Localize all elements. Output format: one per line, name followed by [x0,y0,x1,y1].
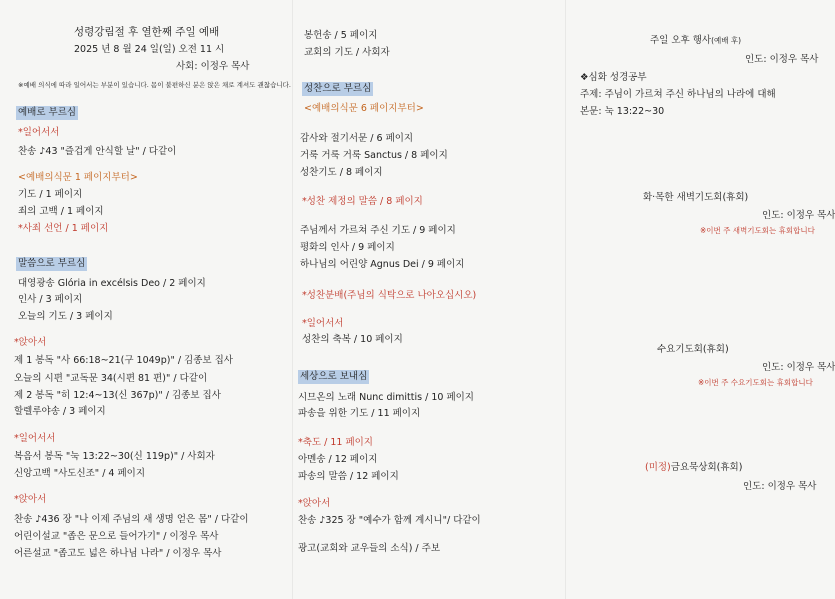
event-title-friday [645,462,742,474]
order-item: 죄의 고백 / 1 페이지 [18,206,104,217]
order-item: 파송의 말씀 / 12 페이지 [298,471,399,482]
order-item: 평화의 인사 / 9 페이지 [300,242,395,253]
order-item: 감사와 절기서문 / 6 페이지 [300,133,414,144]
rubric-stand: *일어서서 [18,127,60,138]
event-title-text: 금요묵상회(휴회) [670,462,743,473]
order-item: 할렐루야송 / 3 페이지 [14,406,106,417]
event-leader: 인도: 이정우 목사 [745,54,819,65]
note: ※예배 의식에 따라 일어서는 부분이 있습니다. 몸이 불편하신 분은 앉은 채로 계셔도 괜찮습니다. [18,81,291,89]
order-item: 어른설교 "좁고도 넓은 하나님 나라" / 이정우 목사 [14,548,222,559]
order-item: 제 1 봉독 "사 66:18~21(구 1049p)" / 김종보 집사 [14,355,233,366]
section-header-sending: 세상으로 보내심 [300,371,368,382]
event-status-prefix: (미정) [645,462,671,473]
event-leader: 인도: 이정우 목사 [762,362,835,373]
order-item: 광고(교회와 교우들의 소식) / 주보 [298,543,440,554]
bible-study-label: ❖심화 성경공부 [580,72,647,83]
order-item: 어린이설교 "좁은 문으로 들어가기" / 이정우 목사 [14,531,219,542]
order-item: 제 2 봉독 "히 12:4~13(신 367p)" / 김종보 집사 [14,390,221,401]
presider: 사회: 이정우 목사 [176,61,250,72]
event-title-dawn-prayer: 화·목한 새벽기도회(휴회) [643,192,749,203]
order-item: 주님께서 가르쳐 주신 기도 / 9 페이지 [300,225,456,236]
hymn-entry: 찬송 ♪436 장 "나 이제 주님의 새 생명 얻은 몸" / 다같이 [14,514,249,525]
event-leader: 인도: 이정우 목사 [743,481,817,492]
order-item: 오늘의 기도 / 3 페이지 [18,311,113,322]
rubric-stand: *일어서서 [14,433,56,444]
order-item: 신앙고백 "사도신조" / 4 페이지 [14,468,146,479]
section-header-call-to-worship: 예배로 부르심 [18,107,77,118]
order-item: 성찬기도 / 8 페이지 [300,167,383,178]
order-item: *성찬분배(주님의 식탁으로 나아오십시오) [302,290,477,301]
liturgy-page-note: <예배의식문 6 페이지부터> [304,103,424,114]
order-item: 파송을 위한 기도 / 11 페이지 [298,408,421,419]
fold-line-1 [292,0,293,599]
service-title: 성령강림절 후 열한째 주일 예배 [74,26,220,38]
order-item: 시므온의 노래 Nunc dimittis / 10 페이지 [298,392,474,403]
order-item: 기도 / 1 페이지 [18,189,83,200]
order-item: 복음서 봉독 "눅 13:22~30(신 119p)" / 사회자 [14,451,215,462]
order-item: 오늘의 시편 "교독문 34(시편 81 편)" / 다같이 [14,373,208,384]
rubric-sit: *앉아서 [298,498,331,509]
order-item: *성찬 제정의 말씀 / 8 페이지 [302,196,423,207]
event-title-wednesday: 수요기도회(휴회) [657,344,729,355]
section-header-eucharist: 성찬으로 부르심 [304,83,372,94]
event-note: ※이번 주 수요기도회는 휴회합니다 [698,378,813,387]
order-item: 거룩 거룩 거룩 Sanctus / 8 페이지 [300,150,448,161]
event-title-text: 주일 오후 행사 [650,35,712,46]
liturgy-page-note: <예배의식문 1 페이지부터> [18,172,138,183]
event-leader: 인도: 이정우 목사 [762,210,835,221]
order-item: 교회의 기도 / 사회자 [304,47,390,58]
order-item: 하나님의 어린양 Agnus Dei / 9 페이지 [300,259,465,270]
bible-study-topic: 주제: 주님이 가르쳐 주신 하나님의 나라에 대해 [580,89,776,100]
hymn-entry: 찬송 ♪325 장 "예수가 함께 계시니"/ 다같이 [298,515,481,526]
service-date: 2025 년 8 월 24 일(일) 오전 11 시 [74,44,225,55]
order-item: 성찬의 축복 / 10 페이지 [302,334,403,345]
section-header-word: 말씀으로 부르심 [18,258,86,269]
hymn-entry: 찬송 ♪43 "즐겁게 안식할 날" / 다같이 [18,146,177,157]
rubric-stand: *일어서서 [302,318,344,329]
event-title-suffix: (예배 후) [711,36,742,45]
order-item: 대영광송 Glória in excélsis Deo / 2 페이지 [18,278,206,289]
event-title-afternoon [650,35,741,47]
order-item: *축도 / 11 페이지 [298,437,373,448]
rubric-sit: *앉아서 [14,337,47,348]
fold-line-2 [565,0,566,599]
order-item: *사죄 선언 / 1 페이지 [18,223,109,234]
order-item: 아멘송 / 12 페이지 [298,454,378,465]
bible-study-text: 본문: 눅 13:22~30 [580,106,665,117]
rubric-sit: *앉아서 [14,494,47,505]
order-item: 봉헌송 / 5 페이지 [304,30,378,41]
order-item: 인사 / 3 페이지 [18,294,83,305]
event-note: ※이번 주 새벽기도회는 휴회합니다 [700,226,815,235]
